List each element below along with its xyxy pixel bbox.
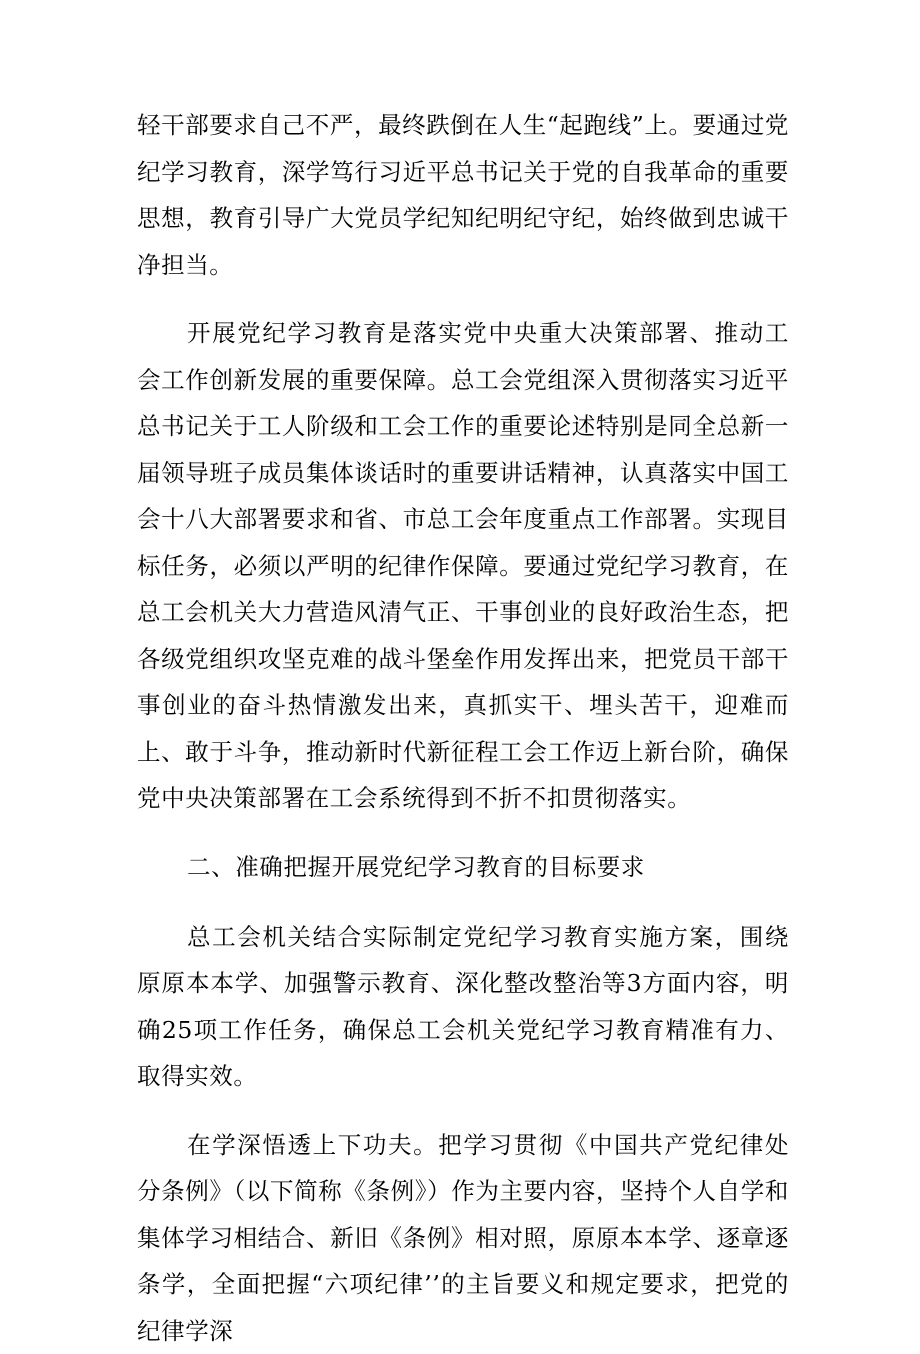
paragraph-study-focus: 在学深悟透上下功夫。把学习贯彻《中国共产党纪律处分条例》（以下简称《条例》）作为主要内容，坚持个人自学和集体学习相结合、新旧《条例》相对照，原原本本学、逐章逐条学，全面把握“六项纪律’’的主旨要义和规定要求，把党的纪律学深 bbox=[137, 1122, 789, 1354]
section-heading: 二、准确把握开展党纪学习教育的目标要求 bbox=[137, 844, 789, 891]
paragraph-implementation-plan: 总工会机关结合实际制定党纪学习教育实施方案，围绕原原本本学、加强警示教育、深化整改整治等3方面内容，明确25项工作任务，确保总工会机关党纪学习教育精准有力、取得实效。 bbox=[137, 914, 789, 1100]
paragraph-significance: 开展党纪学习教育是落实党中央重大决策部署、推动工会工作创新发展的重要保障。总工会党组深入贯彻落实习近平总书记关于工人阶级和工会工作的重要论述特别是同全总新一届领导班子成员集体谈话时的重要讲话精神，认真落实中国工会十八大部署要求和省、市总工会年度重点工作部署。实现目标任务，必须以严明的纪律作保障。要通过党纪学习教育，在总工会机关大力营造风清气正、干事创业的良好政治生态，把各级党组织攻坚克难的战斗堡垒作用发挥出来，把党员干部干事创业的奋斗热情激发出来，真抓实干、埋头苦干，迎难而上、敢于斗争，推动新时代新征程工会工作迈上新台阶，确保党中央决策部署在工会系统得到不折不扣贯彻落实。 bbox=[137, 310, 789, 822]
paragraph-continuation: 轻干部要求自己不严，最终跌倒在人生“起跑线”上。要通过党纪学习教育，深学笃行习近平总书记关于党的自我革命的重要思想，教育引导广大党员学纪知纪明纪守纪，始终做到忠诚干净担当。 bbox=[137, 102, 789, 288]
